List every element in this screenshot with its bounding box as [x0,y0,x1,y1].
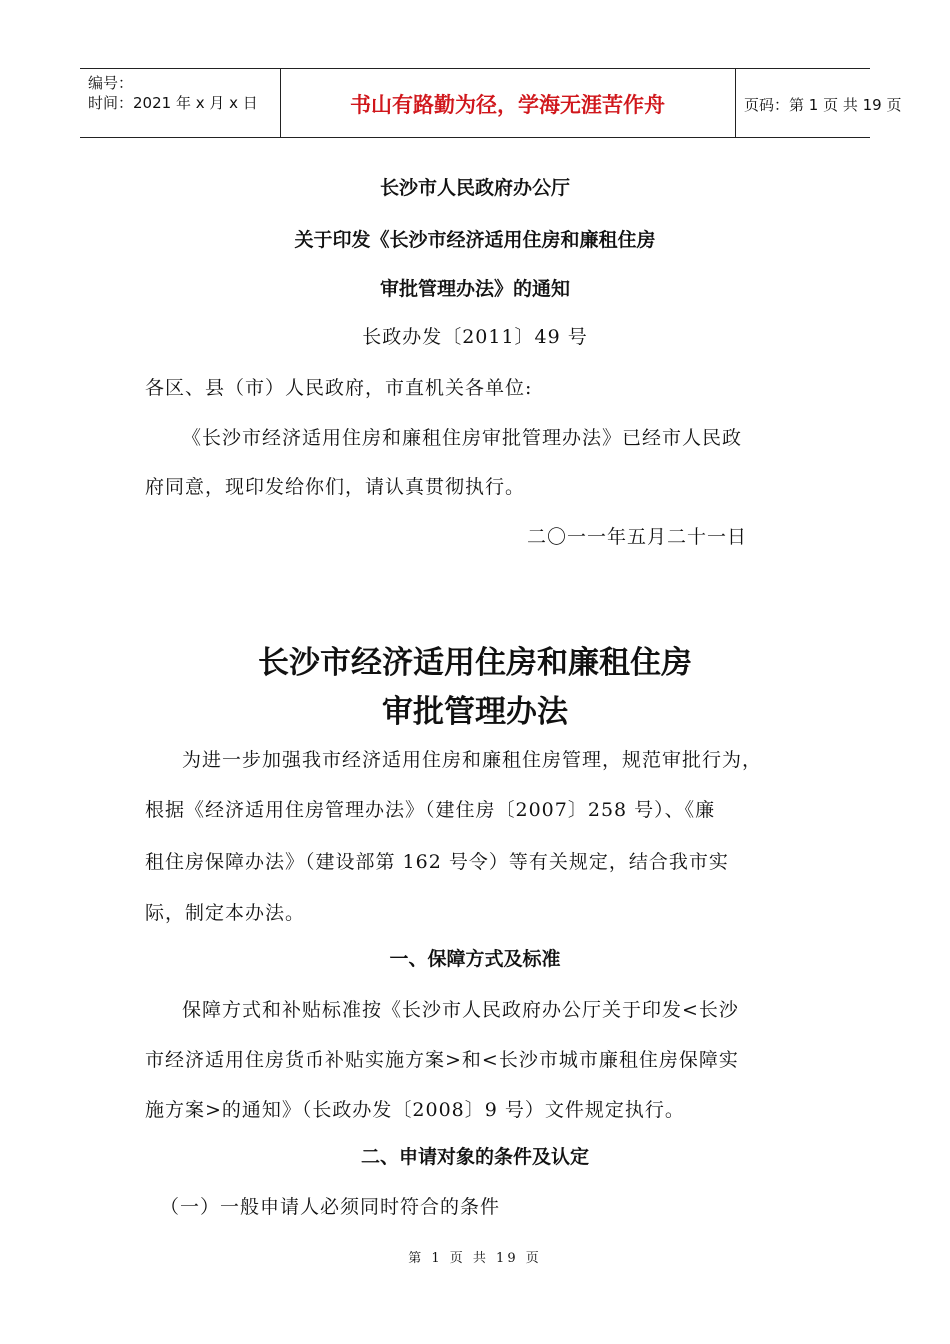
notice-body-line1: 《长沙市经济适用住房和廉租住房审批管理办法》已经市人民政 [182,427,743,449]
header-motto-cell [280,69,736,137]
section1-heading: 一、保障方式及标准 [389,948,561,970]
section1-line-2: 市经济适用住房货币补贴实施方案>和<长沙市城市廉租住房保障实 [145,1049,739,1071]
notice-issuer: 长沙市人民政府办公厅 [379,177,570,199]
intro-line-3: 租住房保障办法》（建设部第 162 号令）等有关规定，结合我市实 [145,851,729,873]
section1-line-1: 保障方式和补贴标准按《长沙市人民政府办公厅关于印发<长沙 [182,999,739,1021]
intro-line-1: 为进一步加强我市经济适用住房和廉租住房管理，规范审批行为， [182,749,763,771]
notice-doc-number: 长政办发〔2011〕49 号 [362,326,588,348]
section1-line-3: 施方案>的通知》（长政办发〔2008〕9 号）文件规定执行。 [145,1099,685,1121]
section2-heading: 二、申请对象的条件及认定 [360,1146,589,1168]
intro-line-2: 根据《经济适用住房管理办法》（建住房〔2007〕258 号）、《廉 [145,799,716,821]
motto: 书山有路勤为径，学海无涯苦作舟 [350,93,665,117]
notice-title-line2: 审批管理办法》的通知 [379,278,570,300]
number-label: 编号： [88,74,134,92]
section2-sub1: （一）一般申请人必须同时符合的条件 [160,1196,501,1218]
footer-page-number: 第 1 页 共 19 页 [408,1251,542,1266]
notice-date: 二〇一一年五月二十一日 [527,526,748,548]
date-line: 时间：2021 年 x 月 x 日 [88,94,258,112]
regulation-title-line1: 长沙市经济适用住房和廉租住房 [258,645,692,681]
header-meta-cell [80,69,281,137]
notice-title-line1: 关于印发《长沙市经济适用住房和廉租住房 [294,229,656,251]
notice-salutation: 各区、县（市）人民政府，市直机关各单位: [145,377,533,399]
notice-body-line2: 府同意，现印发给你们，请认真贯彻执行。 [145,476,526,498]
intro-line-4: 际，制定本办法。 [145,902,306,924]
regulation-title-line2: 审批管理办法 [382,694,568,730]
header-page-cell [735,69,902,137]
header-table [80,68,902,138]
page-info: 页码：第 1 页 共 19 页 [744,96,902,114]
